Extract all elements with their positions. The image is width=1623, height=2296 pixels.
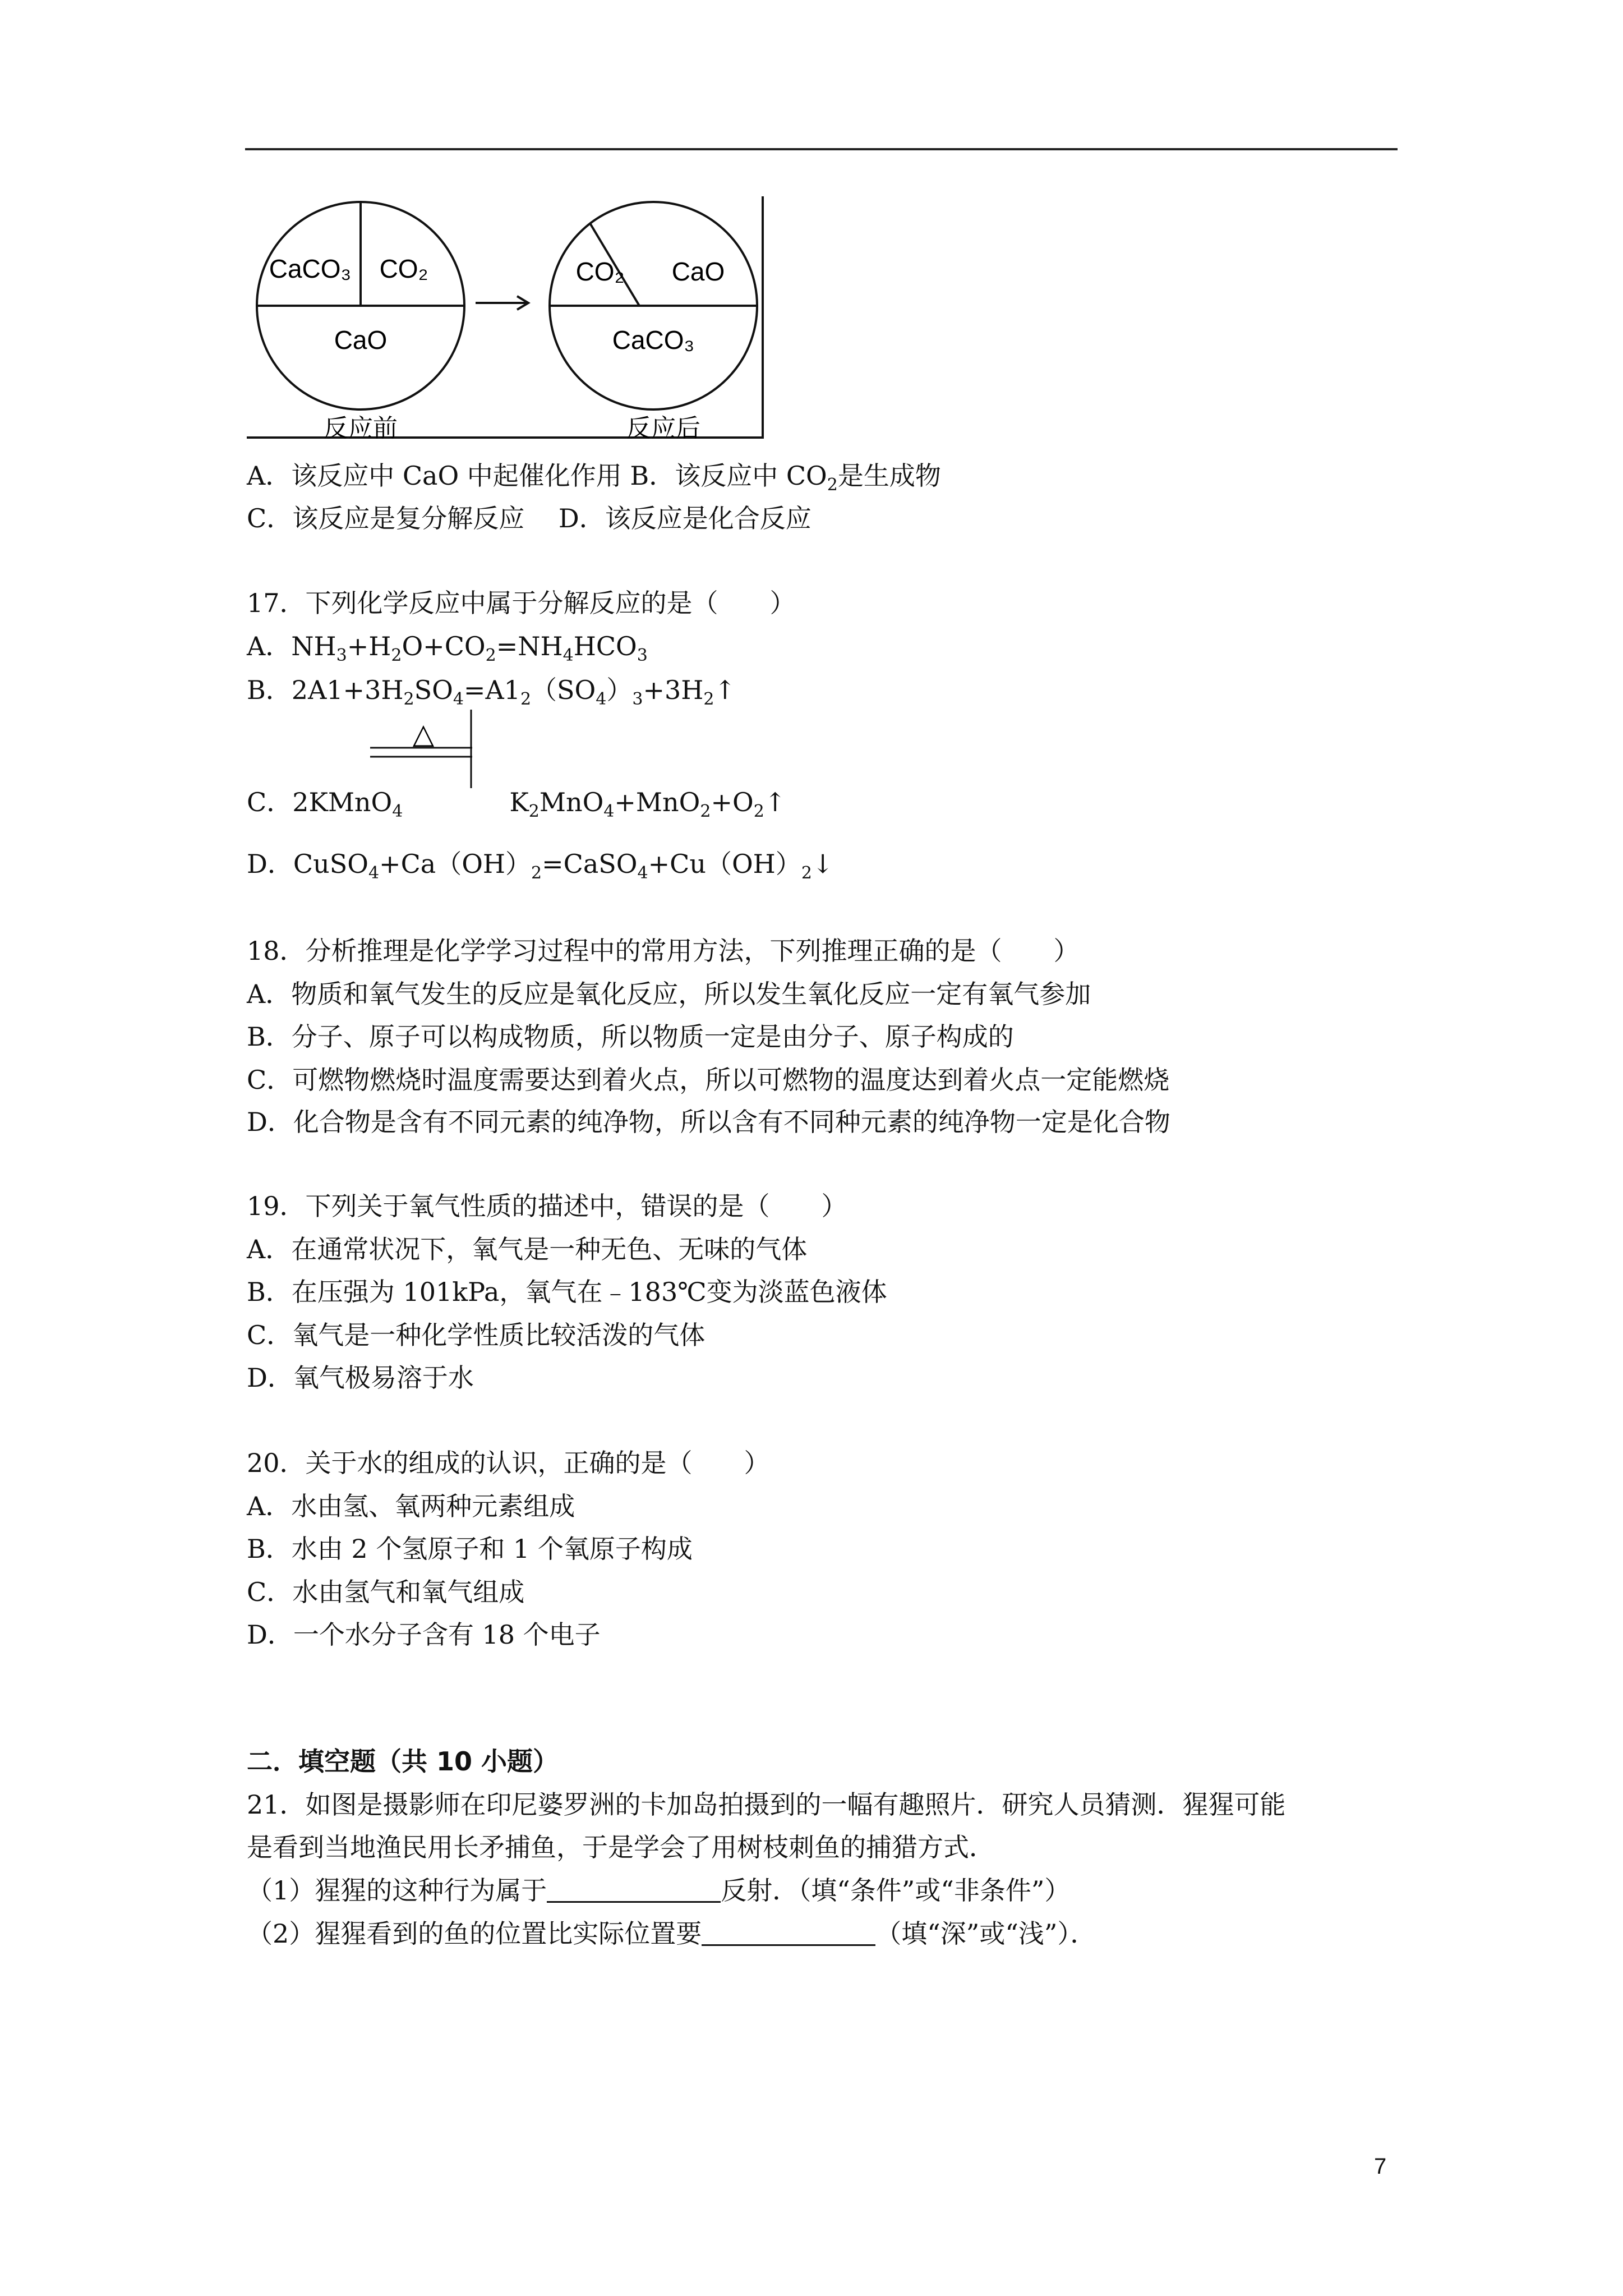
q20-option-d: D．一个水分子含有 18 个电子: [247, 1619, 601, 1650]
heat-condition-mark: [370, 710, 482, 788]
after-top-right: CaO: [671, 257, 725, 286]
before-top-left: CaCO₃: [269, 254, 352, 283]
q21-part2: （2）猩猩看到的鱼的位置比实际位置要 （填“深”或“浅”）．: [247, 1918, 1096, 1949]
page-number: 7: [1374, 2154, 1387, 2179]
q20-stem: 20．关于水的组成的认识，正确的是（ ）: [247, 1448, 770, 1478]
q17-option-c: C．2KMnO$_4$ $K_2MnO_4+MnO_2+O_2↑$: [247, 787, 786, 821]
q20-option-b: B．水由 2 个氢原子和 1 个氧原子构成: [247, 1534, 693, 1564]
before-bottom: CaO: [334, 325, 388, 355]
q18-option-b: B．分子、原子可以构成物质，所以物质一定是由分子、原子构成的: [247, 1022, 1014, 1052]
heat-triangle-icon: △: [412, 718, 435, 749]
q21-line1: 21．如图是摄影师在印尼婆罗洲的卡加岛拍摄到的一幅有趣照片．研究人员猜测．猩猩可能: [247, 1789, 1286, 1820]
q19-option-b: B．在压强为 101kPa，氧气在﹣183℃变为淡蓝色液体: [247, 1277, 887, 1307]
after-caption: 反应后: [626, 415, 700, 442]
q19-option-d: D．氧气极易溶于水: [247, 1363, 474, 1393]
q18-stem: 18．分析推理是化学学习过程中的常用方法，下列推理正确的是（ ）: [247, 936, 1080, 966]
q20-option-c: C．水由氢气和氧气组成: [247, 1577, 525, 1607]
before-caption: 反应前: [324, 415, 398, 442]
q18-option-a: A．物质和氧气发生的反应是氧化反应，所以发生氧化反应一定有氧气参加: [247, 979, 1091, 1009]
q17-option-d: D．$CuSO_4+Ca(OH)_2=CaSO_4+Cu(OH)_2↓$: [247, 849, 834, 883]
q17-option-a: A．$NH_3+H_2O+CO_2=NH_4HCO_3$: [247, 631, 648, 665]
q19-option-c: C．氧气是一种化学性质比较活泼的气体: [247, 1320, 706, 1350]
answer-blank-1[interactable]: [547, 1876, 721, 1903]
after-bottom: CaCO₃: [612, 325, 695, 355]
q16-options-ab: A．该反应中 CaO 中起催化作用 B．该反应中 $CO_2$是生成物: [247, 461, 941, 495]
q21-part1: （1）猩猩的这种行为属于 反射．（填“条件”或“非条件”）: [247, 1875, 1071, 1906]
header-rule: [245, 148, 1398, 150]
q19-option-a: A．在通常状况下，氧气是一种无色、无味的气体: [247, 1234, 808, 1264]
q17-option-b: B．$2A1+3H_2SO_4=A1_2(SO_4)_3+3H_2↑$: [247, 675, 736, 709]
section-title: 二．填空题（共 10 小题）: [247, 1746, 559, 1777]
q16-options-cd: C．该反应是复分解反应 D．该反应是化合反应: [247, 503, 811, 533]
before-top-right: CO₂: [379, 254, 428, 283]
q17-stem: 17．下列化学反应中属于分解反应的是（ ）: [247, 588, 796, 618]
q19-stem: 19．下列关于氧气性质的描述中，错误的是（ ）: [247, 1191, 847, 1221]
reaction-diagram: [241, 191, 780, 449]
answer-blank-2[interactable]: [702, 1920, 875, 1946]
q18-option-d: D．化合物是含有不同元素的纯净物，所以含有不同种元素的纯净物一定是化合物: [247, 1107, 1170, 1137]
q18-option-c: C．可燃物燃烧时温度需要达到着火点，所以可燃物的温度达到着火点一定能燃烧: [247, 1065, 1170, 1095]
after-top-left: CO₂: [575, 257, 625, 286]
q21-line2: 是看到当地渔民用长矛捕鱼，于是学会了用树枝刺鱼的捕猎方式．: [247, 1832, 995, 1862]
q20-option-a: A．水由氢、氧两种元素组成: [247, 1491, 575, 1521]
